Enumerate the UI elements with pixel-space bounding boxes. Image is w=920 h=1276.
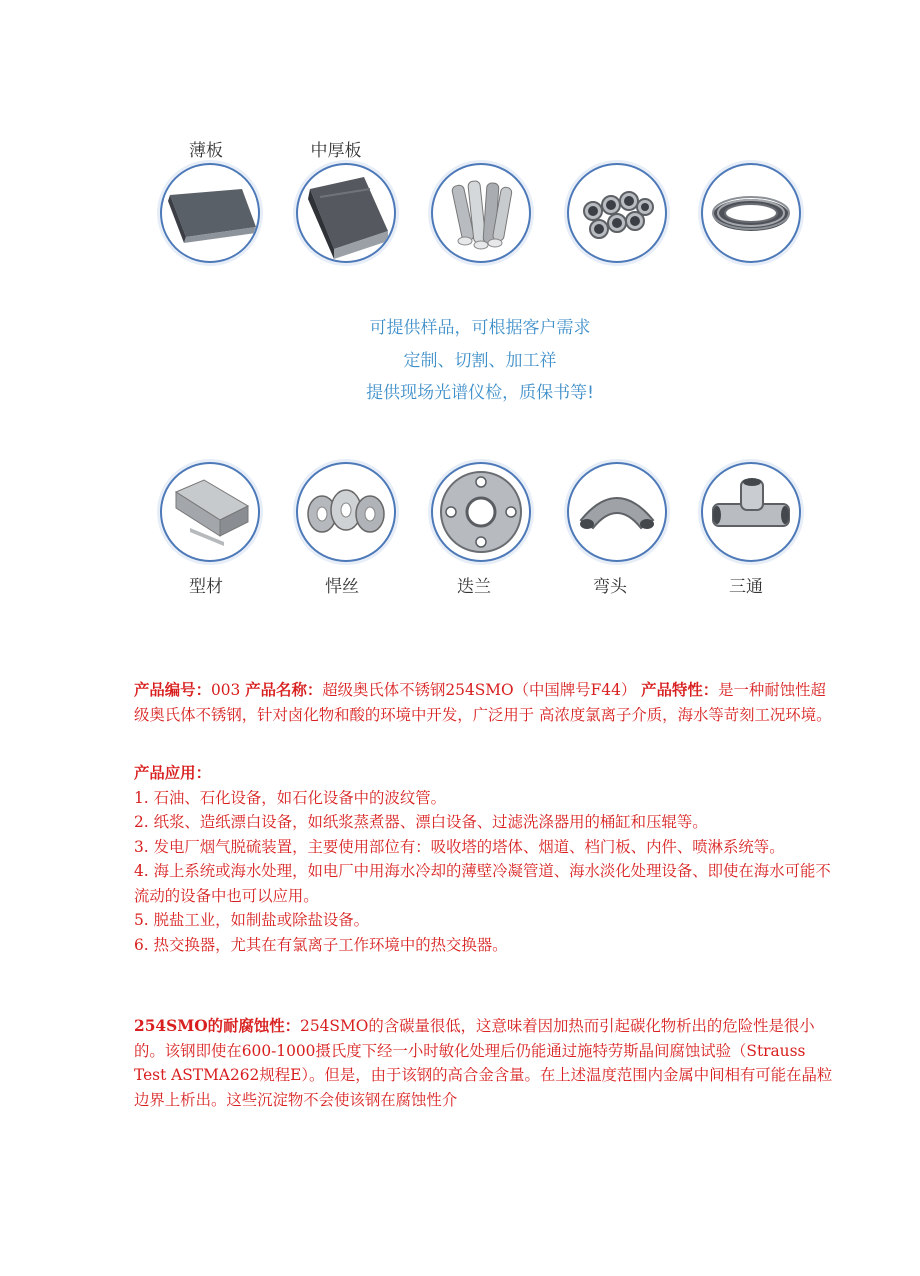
code-value: 003	[210, 681, 241, 699]
code-label: 产品编号：	[134, 681, 211, 699]
feature-value: 是一种耐蚀性超级奥氏体不锈钢，针对卤化物和酸的环境中开发，广泛用于 高浓度氯离子介质，海水等苛刻工况环境。	[134, 681, 832, 724]
pipe-bundle-icon	[571, 167, 663, 259]
application-item: 6. 热交换器，尤其在有氯离子工作环境中的热交换器。	[134, 935, 508, 954]
application-item: 2. 纸浆、造纸漂白设备，如纸浆蒸煮器、漂白设备、过滤洗涤器用的桶缸和压辊等。	[134, 813, 708, 831]
round-bar-icon	[435, 167, 527, 259]
flange-icon	[435, 466, 527, 558]
product-label-elbow: 弯头	[593, 577, 627, 597]
wire-coil-icon	[705, 167, 797, 259]
welding-wire-icon	[300, 466, 392, 558]
pipe-bundle-image	[567, 163, 667, 263]
corrosion-text: 254SMO的含碳量很低，这意味着因加热而引起碳化物析出的危险性是很小的。该钢即使在600-1000摄氏度下经一小时敏化处理后仍能通过施特劳斯晶间腐蚀试验（Strauss Test ASTMA262规程E）。但是，由于该钢的高合金含量。在上述温度范围内金属中间相有可能在晶粒边界上析出。这些沉淀物不会使该钢在腐蚀性介	[134, 1017, 833, 1109]
applications-section	[134, 761, 834, 957]
application-item: 4. 海上系统或海水处理，如电厂中用海水冷却的薄壁冷凝管道、海水淡化处理设备、即使在海水可能不流动的设备中也可以应用。	[134, 862, 831, 905]
tagline-line-3: 提供现场光谱仪检，质保书等!	[366, 383, 594, 403]
corrosion-section	[134, 1014, 834, 1112]
applications-heading: 产品应用：	[134, 764, 211, 782]
thin-plate-image	[160, 163, 260, 263]
wire-coil-image	[701, 163, 801, 263]
name-value: 超级奥氏体不锈钢254SMO（中国牌号F44）	[322, 681, 637, 699]
thick-plate-icon	[300, 167, 392, 259]
tagline-line-1: 可提供样品，可根据客户需求	[369, 318, 591, 338]
product-label-profile: 型材	[189, 577, 223, 597]
round-bar-image	[431, 163, 531, 263]
product-label-thick-plate: 中厚板	[310, 141, 362, 161]
application-item: 5. 脱盐工业，如制盐或除盐设备。	[134, 911, 370, 929]
thick-plate-image	[296, 163, 396, 263]
product-label-thin-plate: 薄板	[189, 141, 223, 161]
profile-image	[160, 462, 260, 562]
flange-image	[431, 462, 531, 562]
product-label-flange: 迭兰	[457, 577, 491, 597]
feature-label: 产品特性：	[641, 681, 719, 699]
product-label-tee: 三通	[729, 577, 763, 597]
elbow-icon	[571, 466, 663, 558]
tagline-line-2: 定制、切割、加工祥	[403, 351, 557, 371]
thin-plate-icon	[164, 167, 256, 259]
profile-icon	[164, 466, 256, 558]
tee-icon	[705, 466, 797, 558]
product-info	[134, 678, 834, 727]
application-item: 3. 发电厂烟气脱硫装置，主要使用部位有：吸收塔的塔体、烟道、档门板、内件、喷淋系统等。	[134, 837, 785, 856]
product-label-welding-wire: 悍丝	[325, 577, 359, 597]
welding-wire-image	[296, 462, 396, 562]
tee-image	[701, 462, 801, 562]
corrosion-label: 254SMO的耐腐蚀性：	[134, 1017, 301, 1035]
application-item: 1. 石油、石化设备，如石化设备中的波纹管。	[134, 788, 446, 807]
name-label: 产品名称：	[245, 681, 323, 699]
elbow-image	[567, 462, 667, 562]
